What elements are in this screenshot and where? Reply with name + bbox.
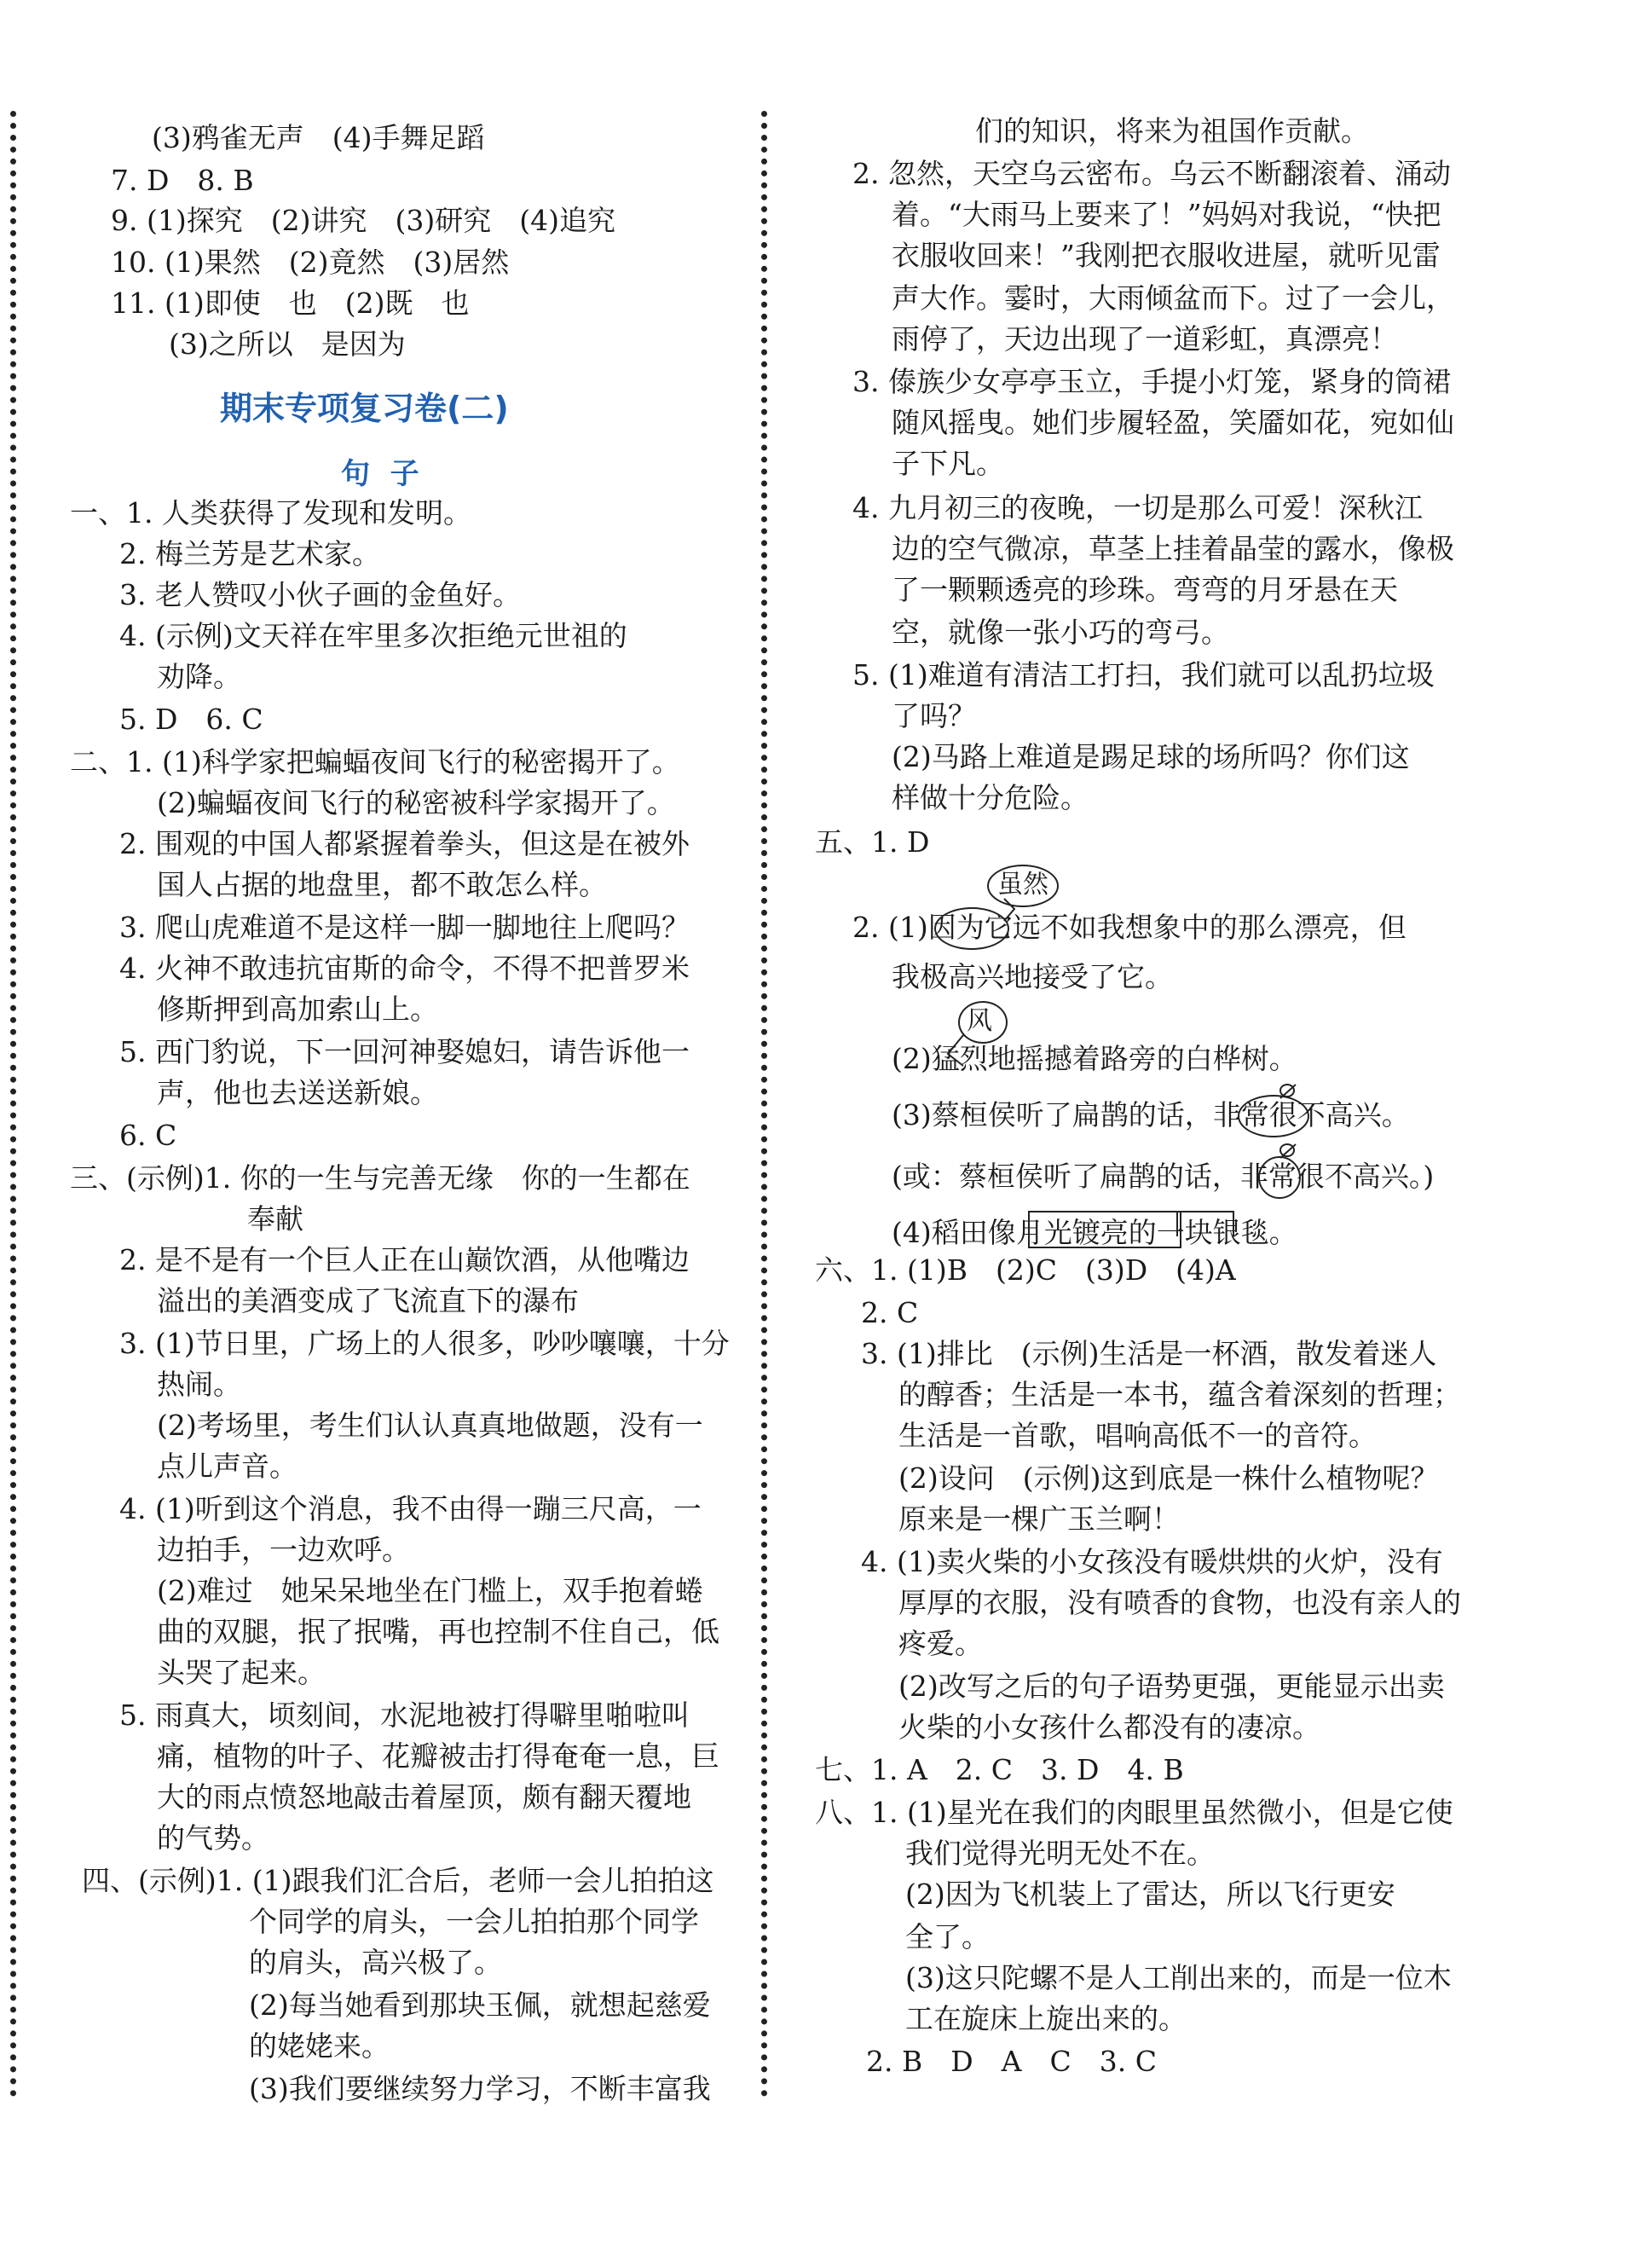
right-line: 雨停了，天边出现了一道彩虹，真漂亮！ [892,322,1398,356]
left-line: 6. C [119,1119,177,1152]
right-line: (4)稻田像月光镀亮的一块银毯。 [892,1216,1297,1249]
right-line: 空，就像一张小巧的弯弓。 [892,616,1229,649]
left-line: (3)之所以 是因为 [169,327,406,361]
right-line: 4. 九月初三的夜晚，一切是那么可爱！深秋江 [852,491,1423,524]
left-line: 四、(示例)1. (1)跟我们汇合后，老师一会儿拍拍这 [82,1864,714,1897]
right-line: 2. C [861,1296,919,1329]
delete-mark [1279,1143,1299,1161]
right-line: 随风摇曳。她们步履轻盈，笑靥如花，宛如仙 [892,406,1454,439]
left-line: 3. 老人赞叹小伙子画的金鱼好。 [119,578,521,611]
right-line: (3)这只陀螺不是人工削出来的，而是一位木 [905,1961,1452,1994]
insert-caret [1002,897,1023,923]
left-line: 2. 是不是有一个巨人正在山巅饮酒，从他嘴边 [119,1243,690,1276]
left-line: 二、1. (1)科学家把蝙蝠夜间飞行的秘密揭开了。 [70,745,680,778]
left-line: (2)蝙蝠夜间飞行的秘密被科学家揭开了。 [157,786,675,819]
right-line: 工在旋床上旋出来的。 [905,2002,1187,2035]
left-line: (3)鸦雀无声 (4)手舞足蹈 [152,121,485,154]
right-line: 我们觉得光明无处不在。 [905,1837,1215,1870]
right-line: 衣服收回来！”我刚把衣服收进屋，就听见雷 [892,239,1441,272]
right-line: 4. (1)卖火柴的小女孩没有暖烘烘的火炉，没有 [861,1545,1443,1578]
left-line: 一、1. 人类获得了发现和发明。 [70,496,471,530]
right-line: 六、1. (1)B (2)C (3)D (4)A [815,1253,1236,1287]
right-line: 了一颗颗透亮的珍珠。弯弯的月牙悬在天 [892,573,1398,606]
right-line: 们的知识，将来为祖国作贡献。 [975,114,1369,148]
left-line: (2)考场里，考生们认认真真地做题，没有一 [157,1409,703,1442]
left-line: 点儿声音。 [157,1450,297,1483]
left-binding-dots [10,111,16,2098]
left-line: 曲的双腿，抿了抿嘴，再也控制不住自己，低 [157,1615,719,1648]
left-line: 的肩头，高兴极了。 [249,1946,502,1979]
left-line: (2)难过 她呆呆地坐在门槛上，双手抱着蜷 [157,1574,703,1607]
right-line: 我极高兴地接受了它。 [892,960,1173,993]
right-line: 2. B D A C 3. C [866,2045,1157,2078]
circle-mark [987,865,1059,907]
right-line: 子下凡。 [892,447,1004,480]
right-line: 边的空气微凉，草茎上挂着晶莹的露水，像极 [892,532,1454,565]
left-line: 9. (1)探究 (2)讲究 (3)研究 (4)追究 [111,204,615,237]
right-line: 着。“大雨马上要来了！”妈妈对我说，“快把 [892,198,1441,231]
circle-mark-yinwei [934,907,1009,950]
right-line: (2)猛烈地摇撼着路旁的白桦树。 [892,1042,1297,1075]
right-line: (2)马路上难道是踢足球的场所吗？你们这 [892,740,1410,773]
right-line: 样做十分危险。 [892,781,1089,814]
left-line: 7. D 8. B [111,164,254,197]
left-line: 5. 雨真大，顷刻间，水泥地被打得噼里啪啦叫 [119,1699,690,1732]
left-line: 4. 火神不敢违抗宙斯的命令，不得不把普罗米 [119,952,690,985]
right-line: 厚厚的衣服，没有喷香的食物，也没有亲人的 [898,1586,1461,1619]
left-line: 3. (1)节日里，广场上的人很多，吵吵嚷嚷，十分 [119,1327,730,1360]
right-line: (2)改写之后的句子语势更强，更能显示出卖 [898,1670,1445,1703]
inserted-word-suiran: 虽然 [997,870,1048,900]
left-line: 3. 爬山虎难道不是这样一脚一脚地往上爬吗？ [119,911,690,944]
right-line: 3. (1)排比 (示例)生活是一杯酒，散发着迷人 [861,1337,1437,1370]
right-line: 五、1. D [815,825,930,859]
left-line: 边拍手，一边欢呼。 [157,1533,410,1566]
circle-mark-hen [1258,1156,1301,1199]
left-line: 5. 西门豹说，下一回河神娶媳妇，请告诉他一 [119,1035,690,1068]
left-line: 的气势。 [157,1821,269,1855]
left-line: 痛，植物的叶子、花瓣被击打得奄奄一息，巨 [157,1739,719,1773]
right-line: 了吗？ [892,699,976,732]
left-line: 2. 围观的中国人都紧握着拳头，但这是在被外 [119,827,690,860]
left-line: 4. (示例)文天祥在牢里多次拒绝元世祖的 [119,619,627,652]
right-line: (或：蔡桓侯听了扁鹊的话，非常很不高兴。) [892,1160,1435,1193]
right-line: 疼爱。 [898,1627,983,1660]
insert-caret-feng [943,1033,965,1068]
inserted-word-feng: 风 [967,1006,992,1036]
center-binding-dots [761,111,767,2098]
left-line: (3)我们要继续努力学习，不断丰富我 [249,2072,711,2105]
right-line: 3. 傣族少女亭亭玉立，手提小灯笼，紧身的筒裙 [852,365,1451,398]
right-line: 七、1. A 2. C 3. D 4. B [815,1753,1184,1786]
left-line: 奉献 [247,1202,303,1236]
left-line: 11. (1)即使 也 (2)既 也 [111,286,470,320]
left-line: 三、(示例)1. 你的一生与完善无缘 你的一生都在 [70,1161,690,1195]
right-line: (3)蔡桓侯听了扁鹊的话，非常很不高兴。 [892,1098,1410,1131]
left-line: 声，他也去送送新娘。 [157,1076,438,1109]
left-line: 劝降。 [157,660,241,693]
left-line: (2)每当她看到那块玉佩，就想起慈爱 [249,1988,711,2022]
circle-mark-feng [958,1001,1008,1044]
left-line: 10. (1)果然 (2)竟然 (3)居然 [111,246,510,279]
box-mark [1176,1211,1234,1236]
left-line: 头哭了起来。 [157,1656,326,1689]
right-line: 生活是一首歌，唱响高低不一的音符。 [898,1419,1377,1452]
right-line: 的醇香；生活是一本书，蕴含着深刻的哲理； [898,1378,1461,1411]
left-line: 大的雨点愤怒地敲击着屋顶，颇有翻天覆地 [157,1780,691,1814]
left-line: 5. D 6. C [119,703,263,736]
left-line: 国人占据的地盘里，都不敢怎么样。 [157,868,607,901]
left-line: 个同学的肩头，一会儿拍拍那个同学 [249,1905,699,1938]
right-line: 八、1. (1)星光在我们的肉眼里虽然微小，但是它使 [815,1796,1453,1829]
subsection-title: 句 子 [341,457,419,491]
right-line: 2. (1)因为它远不如我想象中的那么漂亮，但 [852,911,1407,944]
right-line: 火柴的小女孩什么都没有的凄凉。 [898,1710,1320,1744]
right-line: (2)因为飞机装上了雷达，所以飞行更安 [905,1878,1395,1911]
right-line: 声大作。霎时，大雨倾盆而下。过了一会儿， [892,281,1454,315]
left-line: 修斯押到高加索山上。 [157,993,438,1026]
delete-mark [1279,1083,1299,1102]
left-line: 热闹。 [157,1368,241,1401]
left-line: 的姥姥来。 [249,2029,390,2063]
right-line: 全了。 [905,1920,990,1953]
box-mark [1028,1211,1181,1248]
left-line: 溢出的美酒变成了飞流直下的瀑布 [157,1284,579,1317]
right-line: 2. 忽然，天空乌云密布。乌云不断翻滚着、涌动 [852,157,1451,190]
right-line: 原来是一棵广玉兰啊！ [898,1502,1180,1536]
left-line: 2. 梅兰芳是艺术家。 [119,537,380,570]
section-title: 期末专项复习卷(二) [220,390,509,427]
right-line: 5. (1)难道有清洁工打扫，我们就可以乱扔垃圾 [852,658,1435,692]
right-line: (2)设问 (示例)这到底是一株什么植物呢？ [898,1461,1439,1495]
left-line: 4. (1)听到这个消息，我不由得一蹦三尺高，一 [119,1492,702,1525]
